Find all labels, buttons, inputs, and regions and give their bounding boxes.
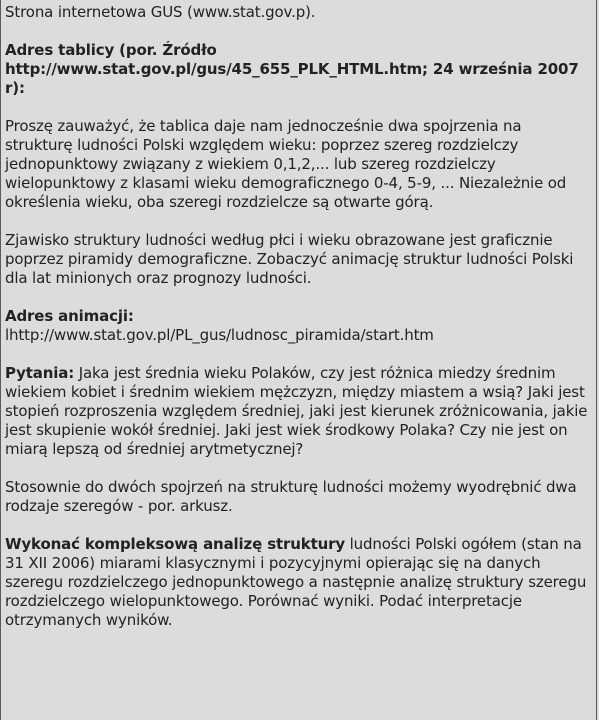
source-line: Strona internetowa GUS (www.stat.gov.p). [5, 3, 316, 21]
questions-paragraph [5, 364, 593, 459]
table-address-heading: Adres tablicy (por. Źródło http://www.stat.gov.pl/gus/45_655_PLK_HTML.htm; 24 września 2007 r): [5, 41, 579, 97]
animation-label: Adres animacji: [5, 307, 134, 325]
questions-text: Jaka jest średnia wieku Polaków, czy jest różnica miedzy średnim wiekiem kobiet i średnim wiekiem mężczyzn, między miastem a wsią? Jaki jest stopień rozproszenia względem średniej, jaki jest kierunek zróżnicowania, jakie jest skupienie wokół średniej. Jaki jest wiek środkowy Polaka? Czy nie jest on miarą lepszą od średniej arytmetycznej? [5, 364, 588, 458]
task-label: Wykonać kompleksową analizę struktury [5, 535, 346, 553]
animation-url: lhttp://www.stat.gov.pl/PL_gus/ludnosc_piramida/start.htm [5, 326, 434, 344]
task-paragraph [5, 535, 593, 630]
note-paragraph: Proszę zauważyć, że tablica daje nam jednocześnie dwa spojrzenia na strukturę ludności Polski względem wieku: poprzez szereg rozdzielczy jednopunktowy związany z wiekiem 0,1,2,... lub szereg rozdzielczy wielopunktowy z klasami wieku demograficznego 0-4, 5-9, ... Niezależnie od określenia wieku, oba szeregi rozdzielcze są otwarte górą. [5, 117, 567, 211]
questions-label: Pytania: [5, 364, 75, 382]
task-text: ludności Polski ogółem (stan na 31 XII 2006) miarami klasycznymi i pozycyjnymi opierając się na danych szeregu rozdzielczego jednopunktowego a następnie analizę struktury szeregu rozdzielczego wielopunktowego. Porównać wyniki. Podać interpretacje otrzymanych wyników. [5, 535, 587, 629]
animation-section [5, 307, 593, 345]
pyramid-paragraph: Zjawisko struktury ludności według płci i wieku obrazowane jest graficznie poprzez piramidy demograficzne. Zobaczyć animację struktur ludności Polski dla lat minionych oraz prognozy ludności. [5, 231, 574, 287]
series-paragraph: Stosownie do dwóch spojrzeń na strukturę ludności możemy wyodrębnić dwa rodzaje szeregów - por. arkusz. [5, 478, 577, 515]
